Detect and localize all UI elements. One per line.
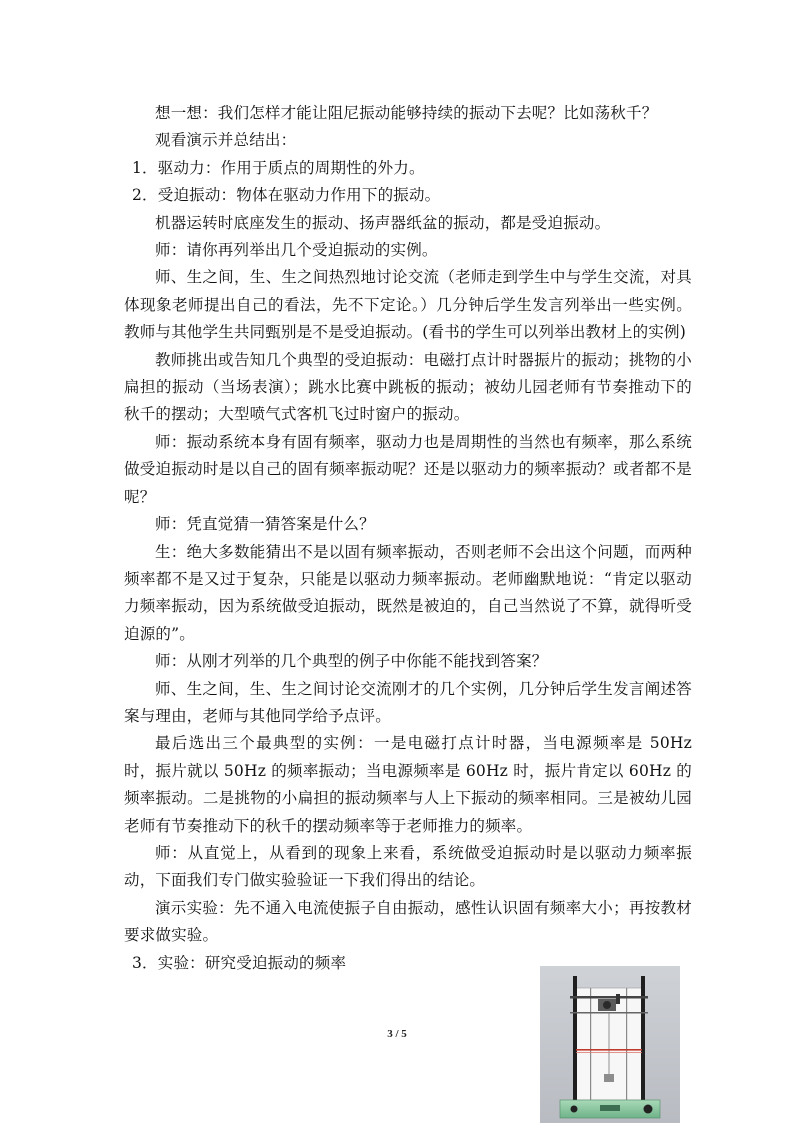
paragraph-typical-examples: 教师挑出或告知几个典型的受迫振动：电磁打点计时器振片的振动；挑物的小扁担的振动（当场表演）；跳水比赛中跳板的振动；被幼儿园老师有节奏推动下的秋千的摆动；大型喷气式客机飞过时窗户的振动。 [124, 350, 692, 424]
paragraph-frequency-question: 师：振动系统本身有固有频率，驱动力也是周期性的当然也有频率，那么系统做受迫振动时是以自己的固有频率振动呢？还是以驱动力的频率振动？或者都不是呢？ [124, 432, 692, 506]
forced-vibration-apparatus-photo [540, 966, 680, 1123]
paragraph-three-examples: 最后选出三个最典型的实例：一是电磁打点计时器，当电源频率是 50Hz 时，振片就以 50Hz 的频率振动；当电源频率是 60Hz 时，振片肯定以 60Hz 的频率振动。二是挑物的小扁担的振动频率与人上下振动的频率相同。三是被幼儿园老师有节奏推动下的秋千的摆动频率等于老师推力的频率。 [124, 734, 692, 835]
paragraph-guess: 师：凭直觉猜一猜答案是什么？ [155, 515, 375, 534]
list-item-forced-vibration: 2．受迫振动：物体在驱动力作用下的振动。 [132, 186, 441, 205]
paragraph-think: 想一想：我们怎样才能让阻尼振动能够持续的振动下去呢？比如荡秋千？ [155, 104, 658, 122]
list-item-driving-force: 1．驱动力：作用于质点的周期性的外力。 [132, 158, 425, 177]
paragraph-demo-experiment: 演示实验：先不通入电流使振子自由振动，感性认识固有频率大小；再按教材要求做实验。 [124, 898, 692, 945]
page-number: 3 / 5 [387, 1028, 407, 1040]
list-item-experiment: 3．实验：研究受迫振动的频率 [132, 953, 347, 972]
body-text [124, 100, 692, 977]
paragraph-find-answer: 师：从刚才列举的几个典型的例子中你能不能找到答案？ [155, 652, 548, 671]
paragraph-teacher-ask: 师：请你再列举出几个受迫振动的实例。 [155, 241, 438, 260]
paragraph-student-answer: 生：绝大多数能猜出不是以固有频率振动，否则老师不会出这个问题，而两种频率都不是又过于复杂，只能是以驱动力频率振动。老师幽默地说：“肯定以驱动力频率振动，因为系统做受迫振动，既然是被迫的，自己当然说了不算，就得听受迫源的”。 [124, 542, 692, 643]
paragraph-examples: 机器运转时底座发生的振动、扬声器纸盆的振动，都是受迫振动。 [155, 213, 611, 232]
paragraph-intuition: 师：从直觉上，从看到的现象上来看，系统做受迫振动时是以驱动力频率振动，下面我们专门做实验验证一下我们得出的结论。 [124, 843, 692, 890]
paragraph-discuss-examples: 师、生之间，生、生之间讨论交流刚才的几个实例，几分钟后学生发言阐述答案与理由，老师与其他同学给予点评。 [124, 679, 692, 725]
paragraph-discussion: 师、生之间，生、生之间热烈地讨论交流（老师走到学生中与学生交流，对具体现象老师提出自己的看法，先不下定论。）几分钟后学生发言列举出一些实例。教师与其他学生共同甄别是不是受迫振动。(看书的学生可以列举出教材上的实例) [124, 268, 692, 342]
paragraph-observe: 观看演示并总结出： [155, 131, 297, 150]
apparatus-illustration [540, 966, 680, 1123]
